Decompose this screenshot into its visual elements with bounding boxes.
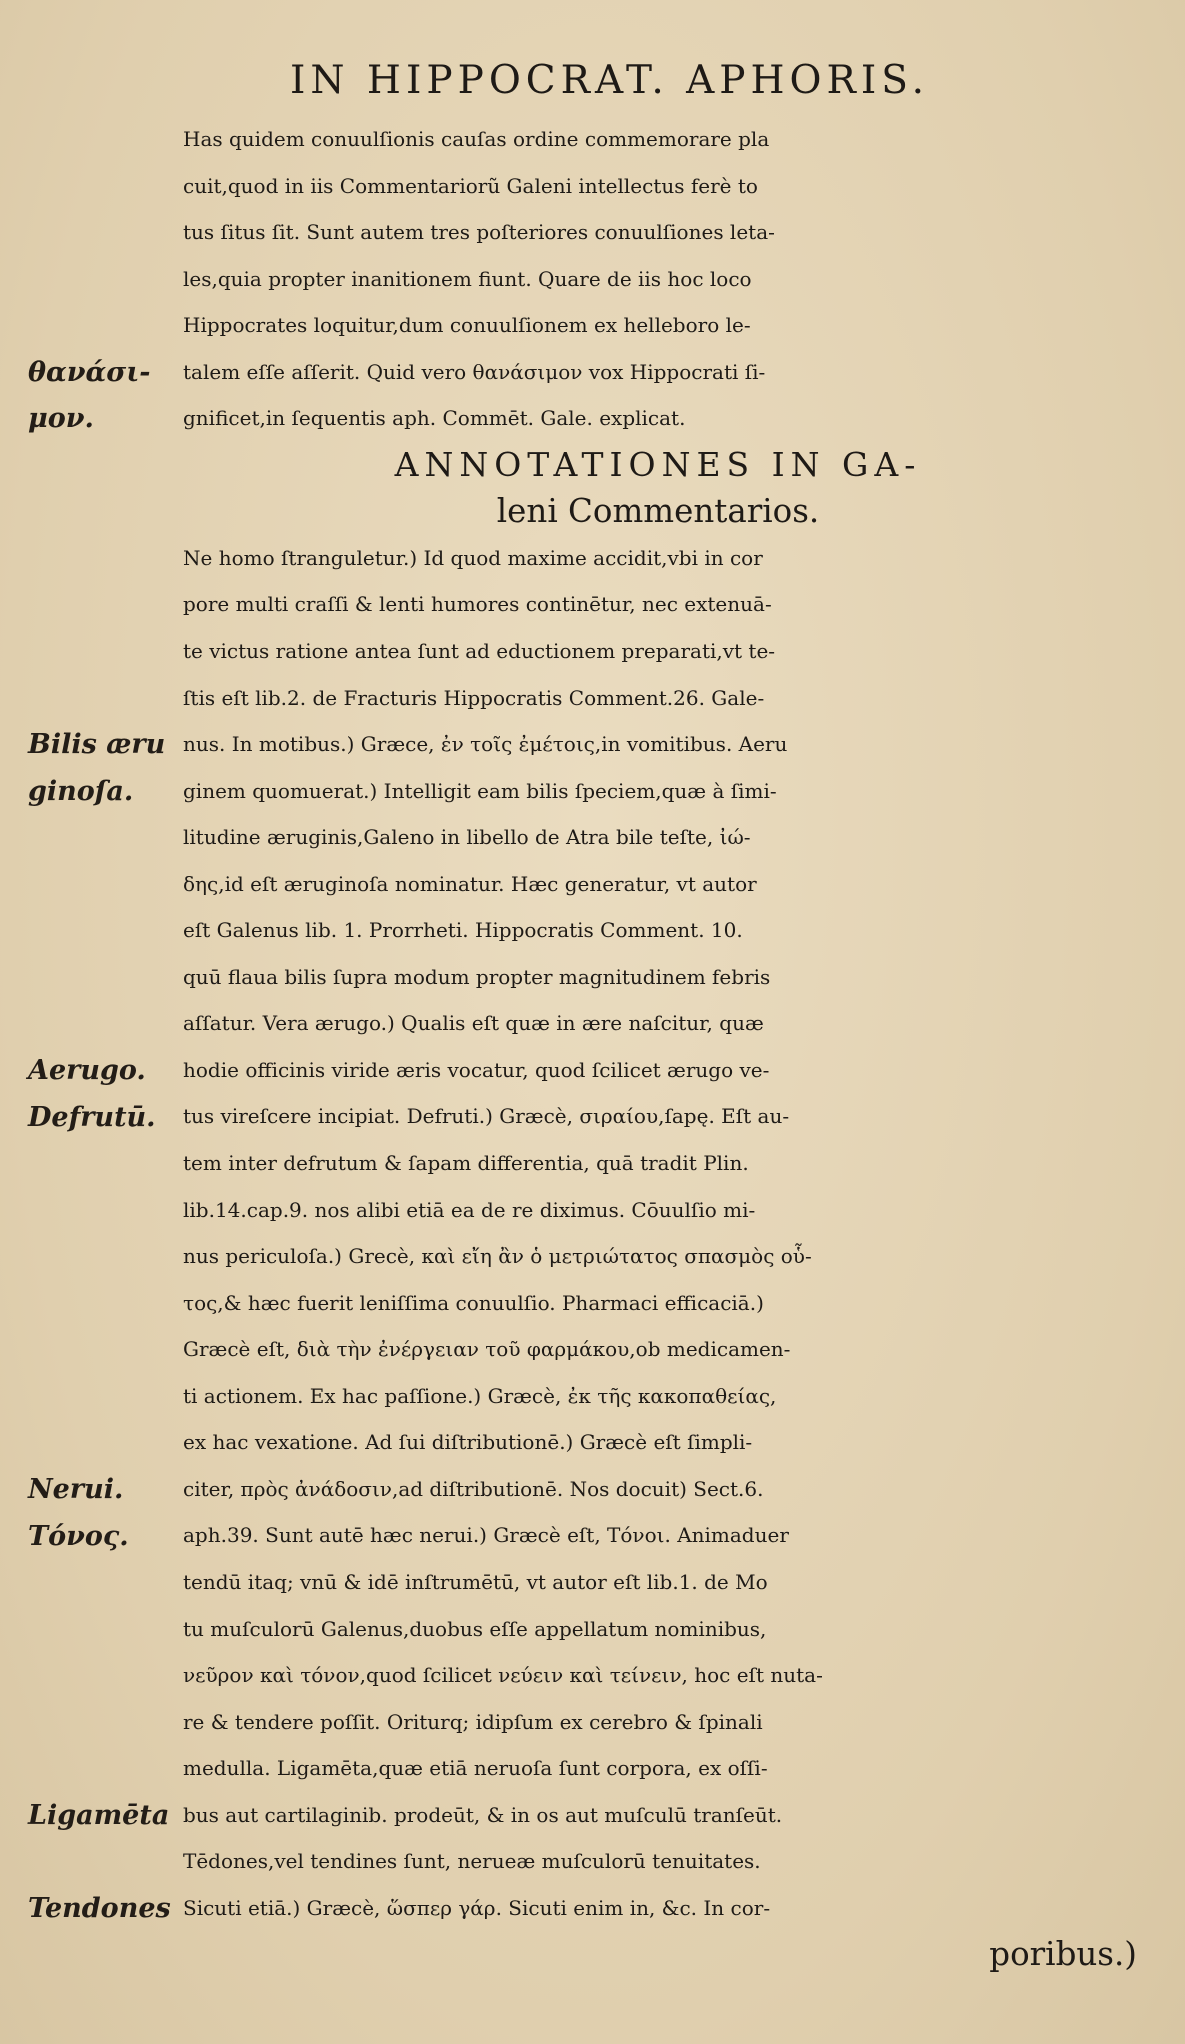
margin-note: Aerugo.	[28, 1055, 146, 1086]
margin-note: Nerui.	[28, 1473, 124, 1505]
margin-note: Τόνος.	[28, 1520, 129, 1552]
body-text	[183, 116, 1143, 1978]
margin-note: Tendones	[28, 1892, 171, 1924]
text-line: Græcè eſt, διὰ τὴν ἐνέργειαν τοῦ φαρμάκου,ob medicamen-	[183, 1337, 791, 1362]
text-line: medulla. Ligamēta,quæ etiā neruoſa ſunt corpora, ex oſſi-	[183, 1756, 768, 1781]
text-line: τος,& hæc fuerit leniſſima conuulſio. Pharmaci efficaciā.)	[183, 1290, 764, 1315]
text-line: les,quia propter inanitionem fiunt. Quare de iis hoc loco	[183, 266, 752, 291]
text-line: tendū itaq; vnū & idē inſtrumētū, vt autor eſt lib.1. de Mo	[183, 1569, 768, 1594]
margin-note: μον.	[28, 403, 94, 435]
text-line: citer, πρὸς ἀνάδοσιν,ad diſtributionē. Nos docuit) Sect.6.	[183, 1476, 764, 1501]
text-line: ti actionem. Ex hac paſſione.) Græcè, ἐκ τῆς κακοπαθείας,	[183, 1383, 777, 1408]
text-line: ginem quomuerat.) Intelligit eam bilis ſpeciem,quæ à ſimi-	[183, 778, 777, 803]
margin-note: Ligamēta	[28, 1799, 170, 1831]
text-line: pore multi craſſi & lenti humores continētur, nec extenuā-	[183, 592, 772, 617]
text-line: Has quidem conuulſionis cauſas ordine commemorare pla	[183, 127, 770, 151]
text-line: tus ſitus ſit. Sunt autem tres poſteriores conuulſiones leta-	[183, 220, 775, 245]
text-line: bus aut cartilaginib. prodeūt, & in os aut muſculū tranſeūt.	[183, 1802, 783, 1827]
margin-note: ginoſa.	[28, 775, 134, 807]
text-line: quū flaua bilis ſupra modum propter magnitudinem febris	[183, 964, 771, 989]
text-line: tem inter defrutum & ſapam differentia, quā tradit Plin.	[183, 1151, 749, 1176]
text-line: Ne homo ſtranguletur.) Id quod maxime accidit,vbi in cor	[183, 545, 763, 570]
text-line: eſt Galenus lib. 1. Prorrheti. Hippocratis Comment. 10.	[183, 918, 743, 943]
margin-note: Bilis æru	[28, 729, 166, 761]
text-line: lib.14.cap.9. nos alibi etiā ea de re diximus. Cōuulſio mi-	[183, 1197, 756, 1222]
text-line: leni Commentarios.	[496, 492, 820, 531]
text-line: litudine æruginis,Galeno in libello de Atra bile teſte, ἰώ-	[183, 825, 751, 850]
text-line: re & tendere poſſit. Oriturq; idipſum ex cerebro & ſpinali	[183, 1709, 763, 1734]
text-line: tu muſculorū Galenus,duobus eſſe appellatum nominibus,	[183, 1616, 767, 1641]
text-line: Hippocrates loquitur,dum conuulſionem ex helleboro le-	[183, 313, 751, 338]
text-line: hodie officinis viride æris vocatur, quod ſcilicet ærugo ve-	[183, 1057, 770, 1082]
text-line: ex hac vexatione. Ad ſui diſtributionē.) Græcè eſt ſimpli-	[183, 1430, 753, 1455]
running-head: IN HIPPOCRAT. APHORIS.	[290, 58, 929, 103]
text-line: tus vireſcere incipiat. Defruti.) Græcè, σιραίου,ſapę. Eſt au-	[183, 1104, 790, 1129]
text-line: aph.39. Sunt autē hæc nerui.) Græcè eſt, Τόνοι. Animaduer	[183, 1523, 789, 1548]
text-line: ſtis eſt lib.2. de Fracturis Hippocratis Comment.26. Gale-	[183, 685, 765, 710]
text-line: Tēdones,vel tendines ſunt, nerueæ muſculorū tenuitates.	[183, 1849, 761, 1874]
text-line: gnificet,in ſequentis aph. Commēt. Gale. explicat.	[183, 406, 686, 431]
text-line: nus. In motibus.) Græce, ἐν τοῖς ἐμέτοις,in vomitibus. Aeru	[183, 732, 788, 757]
text-line: talem eſſe aſſerit. Quid vero θανάσιμον vox Hippocrati ſi-	[183, 359, 766, 384]
text-line: Sicuti etiā.) Græcè, ὥσπερ γάρ. Sicuti enim in, &c. In cor-	[183, 1895, 771, 1920]
text-line: poribus.)	[989, 1935, 1137, 1974]
text-line: te victus ratione antea ſunt ad eductionem preparati,vt te-	[183, 639, 776, 664]
text-line: cuit,quod in iis Commentariorũ Galeni intellectus ferè to	[183, 173, 758, 198]
text-line: δης,id eſt æruginoſa nominatur. Hæc generatur, vt autor	[183, 871, 757, 896]
text-line: nus periculoſa.) Grecè, καὶ εἴη ἂν ὁ μετριώτατος σπασμὸς οὗ-	[183, 1244, 812, 1269]
section-heading: ANNOTATIONES IN GA-	[394, 444, 922, 484]
margin-note: θανάσι-	[28, 356, 151, 388]
text-line: νεῦρον καὶ τόνον,quod ſcilicet νεύειν καὶ τείνειν, hoc eſt nuta-	[183, 1663, 823, 1688]
margin-note: Defrutū.	[28, 1101, 156, 1133]
text-line: aſſatur. Vera ærugo.) Qualis eſt quæ in ære naſcitur, quæ	[183, 1011, 764, 1036]
